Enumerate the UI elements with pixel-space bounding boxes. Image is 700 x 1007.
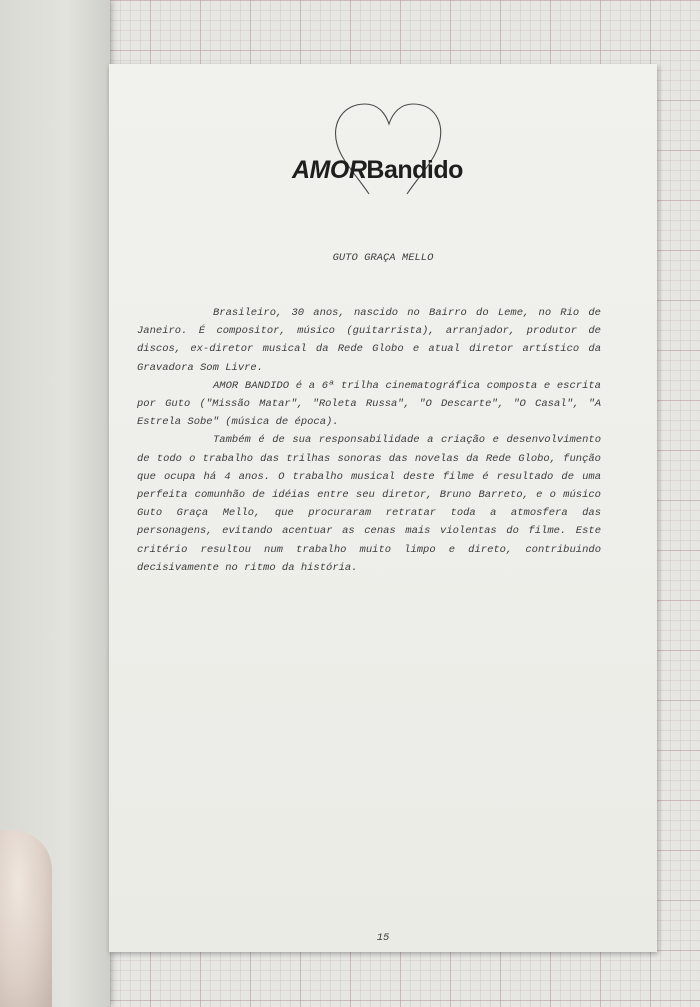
page-title: GUTO GRAÇA MELLO <box>332 252 434 264</box>
paragraph-bio: Brasileiro, 30 anos, nascido no Bairro do Leme, no Rio de Janeiro. É compositor, músico (guitarrista), arranjador, produtor de discos, ex-diretor musical da Rede Globo e atual diretor artístico da Gravadora Som Livre. <box>137 307 601 374</box>
amor-bandido-logo <box>289 94 489 204</box>
paragraph-filmography: AMOR BANDIDO é a 6ª trilha cinematográfica composta e escrita por Guto ("Missão Matar", "Roleta Russa", "O Descarte", "O Casal", "A Estrela Sobe" (música de época). <box>137 379 601 429</box>
paragraph-work: Também é de sua responsabilidade a criação e desenvolvimento de todo o trabalho das trilhas sonoras das novelas da Rede Globo, função que ocupa há 4 anos. O trabalho musical deste filme é resultado de uma perfeita comunhão de idéias entre seu diretor, Bruno Barreto, e o músico Guto Graça Mello, que procuraram retratar toda a atmosfera das personagens, evitando acentuar as cenas mais violentas do filme. Este critério resultou num trabalho muito limpo e direto, contribuindo decisivamente no ritmo da história. <box>137 434 601 574</box>
logo-bandido: Bandido <box>366 156 463 184</box>
bleed-through-text <box>8 130 98 149</box>
logo-wordmark <box>292 156 463 185</box>
document-page <box>109 64 657 952</box>
thumb <box>0 830 52 1007</box>
heart-icon <box>289 94 489 204</box>
logo-amor: AMOR <box>292 156 367 184</box>
body-text <box>137 304 601 577</box>
page-number: 15 <box>376 932 390 944</box>
